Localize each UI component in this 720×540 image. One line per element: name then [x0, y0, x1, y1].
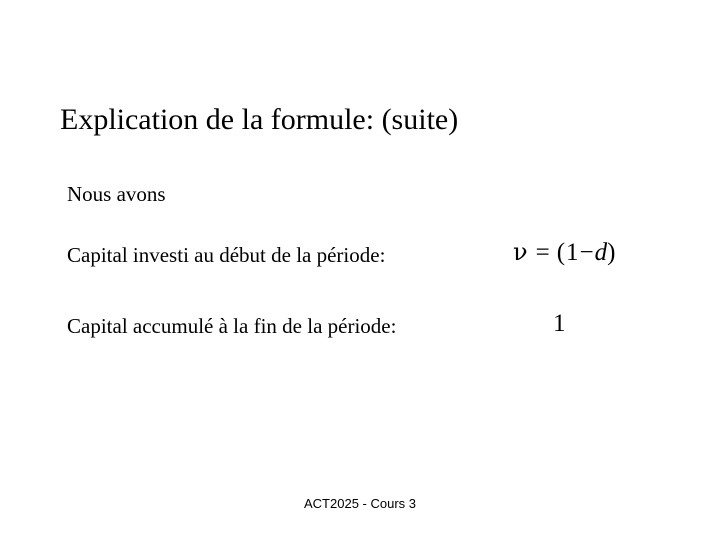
invested-capital-formula: [513, 234, 615, 271]
invested-capital-label: Capital investi au début de la période:: [67, 243, 386, 267]
formula-d: d: [594, 239, 608, 266]
formula-close-paren: ): [607, 239, 616, 266]
intro-text: Nous avons: [67, 182, 166, 206]
slide-title: Explication de la formule: (suite): [60, 103, 459, 136]
formula-nu: ν: [513, 238, 528, 266]
formula-one: 1: [566, 239, 579, 266]
formula-equals: =: [535, 239, 550, 266]
accumulated-capital-label: Capital accumulé à la fin de la période:: [67, 314, 397, 338]
formula-open-paren: (: [556, 239, 566, 266]
accumulated-capital-value: 1: [553, 310, 566, 337]
footer-text: ACT2025 - Cours 3: [304, 496, 416, 511]
formula-minus: −: [579, 239, 594, 266]
